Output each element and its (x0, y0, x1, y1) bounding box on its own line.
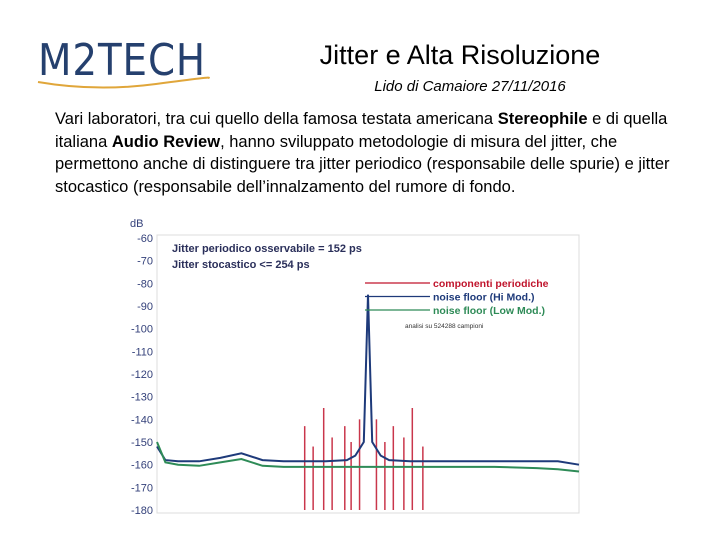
y-tick-label: -80 (137, 278, 153, 291)
body-paragraph (55, 108, 675, 198)
legend-note: analisi su 524288 campioni (405, 323, 484, 330)
y-tick-label: -170 (130, 482, 153, 495)
y-tick-label: -150 (130, 437, 153, 449)
legend-label: componenti periodiche (433, 278, 549, 290)
jitter-spectrum-chart (120, 215, 590, 515)
y-tick-label: -100 (130, 323, 153, 336)
slide-subtitle: Lido di Camaiore 27/11/2016 (374, 78, 566, 95)
body-text-3: , hanno sviluppato metodologie di misura del jitter, che permettono anche di distinguere tra jitter periodico (responsabile delle spurie) e jitter stocastico (responsabile dell’innalzamento del rumore di fondo. (55, 132, 670, 196)
y-tick-label: -70 (137, 255, 153, 268)
slide-title: Jitter e Alta Risoluzione (319, 40, 601, 70)
legend-label: noise floor (Hi Mod.) (433, 291, 535, 304)
y-tick-label: -160 (130, 459, 153, 472)
y-axis-label: dB (130, 218, 144, 230)
body-text-1: Vari laboratori, tra cui quello della famosa testata americana (55, 110, 498, 128)
y-tick-label: -60 (137, 233, 153, 245)
body-bold-stereophile: Stereophile (497, 110, 588, 128)
m2tech-logo (36, 30, 211, 90)
body-bold-audio-review: Audio Review (111, 132, 221, 151)
plot-area (157, 235, 579, 513)
y-tick-label: -110 (131, 346, 153, 359)
y-tick-label: -90 (137, 301, 153, 313)
y-tick-label: -130 (130, 391, 153, 404)
legend-label: noise floor (Low Mod.) (433, 305, 545, 317)
y-tick-label: -180 (130, 505, 153, 515)
y-tick-label: -140 (130, 414, 153, 427)
annotation-periodic-jitter: Jitter periodico osservabile = 152 ps (172, 243, 362, 255)
annotation-stochastic-jitter: Jitter stocastico <= 254 ps (172, 259, 310, 271)
y-tick-label: -120 (130, 369, 153, 381)
body-text-2: e di quella italiana (55, 110, 668, 151)
logo-text: M2TECH (38, 35, 206, 86)
